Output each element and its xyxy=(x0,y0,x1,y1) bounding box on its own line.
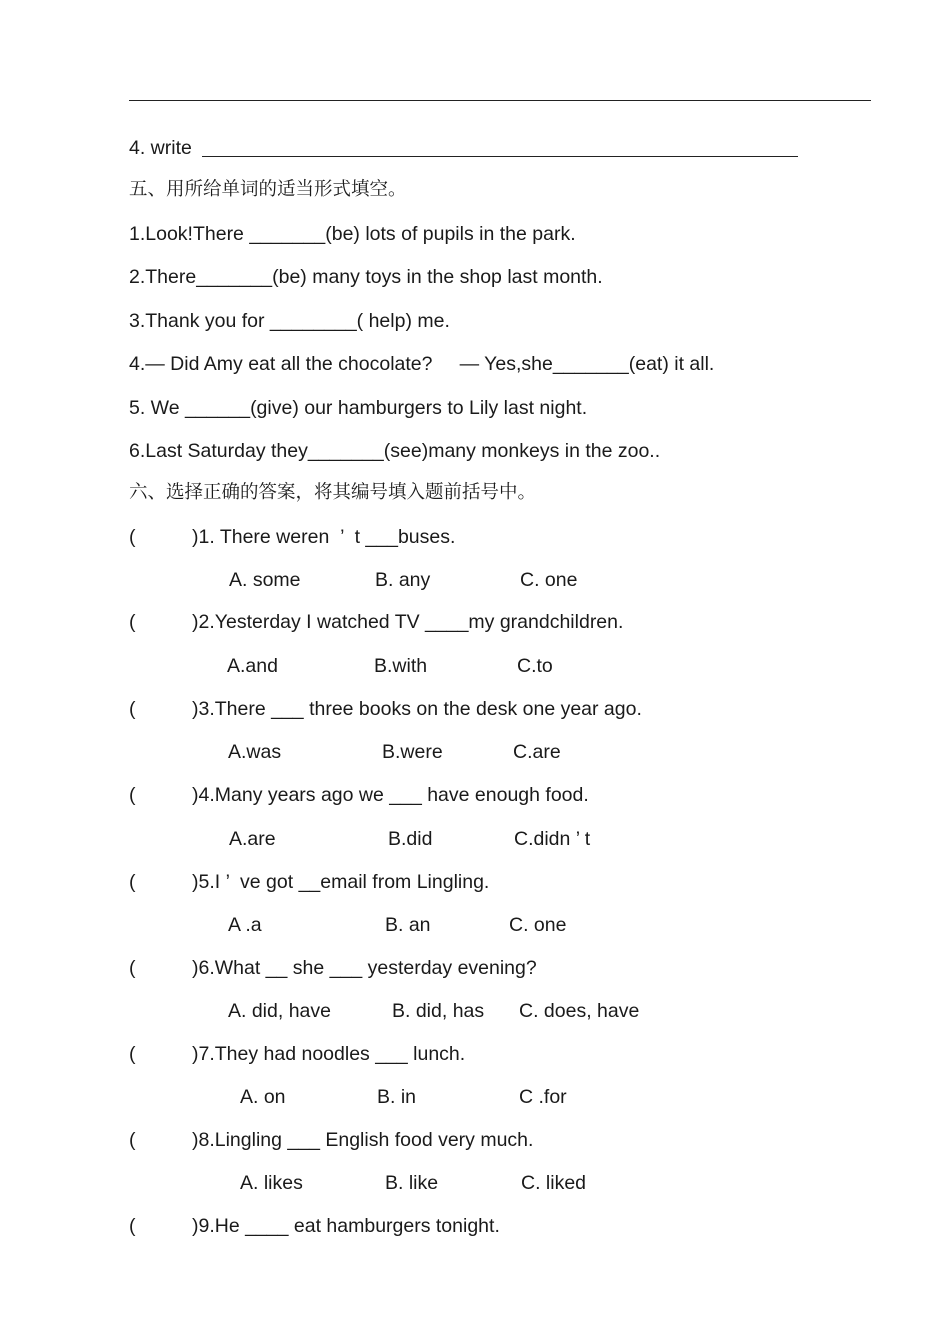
item4-label: 4. write xyxy=(129,137,198,159)
section5-item-1: 1.Look!There _______(be) lots of pupils in the park. xyxy=(129,223,576,245)
q1-option-b: B. any xyxy=(375,569,431,591)
q7-option-c: C .for xyxy=(519,1086,567,1108)
question-8: )8.Lingling ___ English food very much. xyxy=(192,1129,534,1151)
question-3: )3.There ___ three books on the desk one year ago. xyxy=(192,698,642,720)
q4-option-b: B.did xyxy=(388,828,433,850)
q6-option-c: C. does, have xyxy=(519,1000,640,1022)
q2-option-b: B.with xyxy=(374,655,428,677)
question-2: )2.Yesterday I watched TV ____my grandchildren. xyxy=(192,611,624,633)
q1-option-c: C. one xyxy=(520,569,578,591)
question-5: )5.I ’ ve got __email from Lingling. xyxy=(192,871,490,893)
answer-paren: ( xyxy=(129,871,136,893)
q5-option-b: B. an xyxy=(385,914,431,936)
q3-option-b: B.were xyxy=(382,741,443,763)
answer-paren: ( xyxy=(129,784,136,806)
q8-option-a: A. likes xyxy=(240,1172,303,1194)
section5-heading: 五、用所给单词的适当形式填空。 xyxy=(129,179,407,200)
q4-option-c: C.didn ’ t xyxy=(514,828,591,850)
section5-item-5: 5. We ______(give) our hamburgers to Lily last night. xyxy=(129,397,588,419)
q5-option-a: A .a xyxy=(228,914,262,936)
question-1: )1. There weren ’ t ___buses. xyxy=(192,526,456,548)
section6-heading: 六、选择正确的答案，将其编号填入题前括号中。 xyxy=(129,482,537,503)
section5-item-3: 3.Thank you for ________( help) me. xyxy=(129,310,450,332)
question-4: )4.Many years ago we ___ have enough food. xyxy=(192,784,589,806)
q3-option-c: C.are xyxy=(513,741,561,763)
q1-option-a: A. some xyxy=(229,569,301,591)
question-6: )6.What __ she ___ yesterday evening? xyxy=(192,957,537,979)
q6-option-b: B. did, has xyxy=(392,1000,485,1022)
section5-item-6: 6.Last Saturday they_______(see)many monkeys in the zoo.. xyxy=(129,440,661,462)
question-9: )9.He ____ eat hamburgers tonight. xyxy=(192,1215,500,1237)
answer-paren: ( xyxy=(129,1043,136,1065)
answer-paren: ( xyxy=(129,526,136,548)
q8-option-c: C. liked xyxy=(521,1172,587,1194)
q7-option-b: B. in xyxy=(377,1086,417,1108)
q2-option-a: A.and xyxy=(227,655,278,677)
item4-answer-line xyxy=(202,156,798,157)
top-divider xyxy=(129,100,871,101)
q8-option-b: B. like xyxy=(385,1172,439,1194)
q4-option-a: A.are xyxy=(229,828,276,850)
section5-item-4: 4.— Did Amy eat all the chocolate? — Yes,she_______(eat) it all. xyxy=(129,353,715,375)
answer-paren: ( xyxy=(129,698,136,720)
q6-option-a: A. did, have xyxy=(228,1000,331,1022)
answer-paren: ( xyxy=(129,1215,136,1237)
q5-option-c: C. one xyxy=(509,914,567,936)
section5-item-2: 2.There_______(be) many toys in the shop last month. xyxy=(129,266,603,288)
answer-paren: ( xyxy=(129,1129,136,1151)
q3-option-a: A.was xyxy=(228,741,282,763)
q7-option-a: A. on xyxy=(240,1086,286,1108)
answer-paren: ( xyxy=(129,611,136,633)
answer-paren: ( xyxy=(129,957,136,979)
question-7: )7.They had noodles ___ lunch. xyxy=(192,1043,466,1065)
q2-option-c: C.to xyxy=(517,655,553,677)
